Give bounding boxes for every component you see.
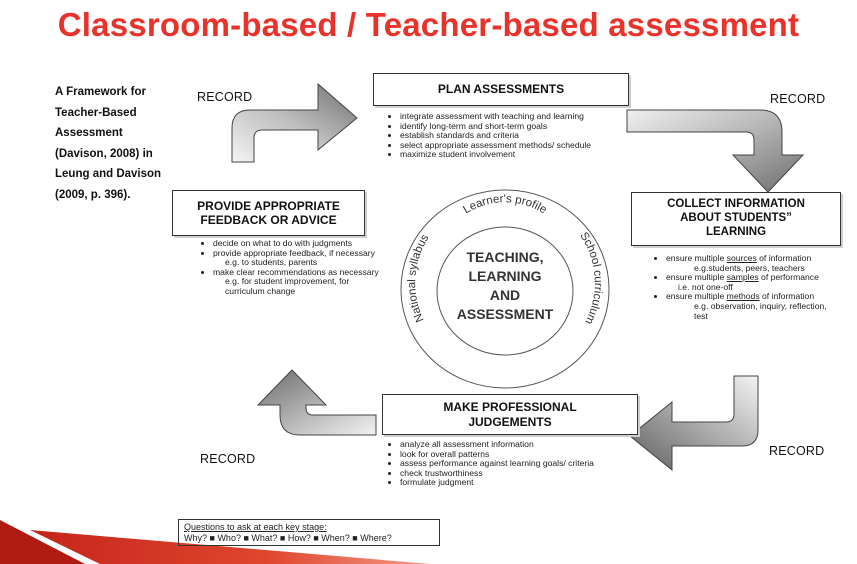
- collect-information-list: [650, 254, 838, 321]
- list-item: [213, 249, 381, 268]
- plan-assessments-box: [373, 73, 629, 106]
- list-item: • assess performance against learning goals/ criteria: [400, 459, 625, 469]
- list-item: • maximize student involvement: [400, 150, 670, 160]
- item-text: ensure multiple: [666, 291, 727, 302]
- item-example: e.g. observation, inquiry, reflection, test: [694, 300, 827, 321]
- item-text: of performance: [758, 272, 819, 283]
- center-label-line: ASSESSMENT: [456, 306, 554, 322]
- judgements-heading-line: MAKE PROFESSIONAL: [443, 400, 577, 415]
- feedback-heading-line: PROVIDE APPROPRIATE: [197, 198, 340, 213]
- list-item: • select appropriate assessment methods/ schedule: [400, 141, 620, 151]
- list-item: • integrate assessment with teaching and learning: [400, 112, 670, 122]
- citation-line: (2009, p. 396).: [55, 188, 131, 201]
- collect-heading-line: ABOUT STUDENTS”: [680, 212, 792, 225]
- collect-heading-line: LEARNING: [705, 225, 767, 238]
- feedback-heading-line: FEEDBACK OR ADVICE: [200, 213, 337, 227]
- make-judgements-list: [384, 440, 650, 488]
- questions-line: Why? ■ Who? ■ What? ■ How? ■ When? ■ Where?: [184, 533, 392, 543]
- page-title: Classroom-based / Teacher-based assessment: [57, 6, 800, 43]
- list-item: • establish standards and criteria: [400, 131, 670, 141]
- ring-text: Learner's profile: [461, 193, 549, 217]
- item-example: i.e. not one-off: [678, 281, 733, 292]
- provide-feedback-box: [172, 190, 365, 236]
- list-item: [213, 268, 381, 297]
- item-underlined: methods: [726, 291, 760, 302]
- list-item: • identify long-term and short-term goals: [400, 122, 670, 132]
- item-text: make clear recommendations as necessary: [213, 266, 379, 277]
- center-label-line: LEARNING: [468, 268, 542, 284]
- provide-feedback-list: [197, 239, 381, 297]
- item-text: decide on what to do with judgments: [213, 238, 353, 248]
- center-label-line: TEACHING,: [466, 249, 544, 265]
- item-underlined: sources: [726, 253, 757, 263]
- citation-line: Teacher-Based: [55, 106, 137, 119]
- record-label-bottom-left: RECORD: [200, 452, 256, 466]
- item-text: ensure multiple: [666, 253, 727, 263]
- plan-assessments-list: [384, 112, 670, 160]
- item-underlined: samples: [726, 272, 759, 283]
- judgements-heading-line: JUDGEMENTS: [468, 414, 552, 429]
- arrow-left-up-icon: [258, 370, 376, 435]
- item-text: provide appropriate feedback, if necessary: [213, 247, 375, 258]
- item-example: e.g. to students, parents: [225, 257, 318, 268]
- questions-box: [178, 519, 440, 546]
- citation-line: Assessment: [55, 127, 123, 139]
- record-label-top-left: RECORD: [197, 90, 253, 104]
- item-example: e.g. for student improvement, for curriculum change: [225, 276, 350, 296]
- list-item: • analyze all assessment information: [400, 440, 650, 450]
- list-item: [666, 292, 838, 321]
- item-example: e.g.students, peers, teachers: [694, 262, 805, 273]
- ring-text: School curriculum: [577, 230, 604, 327]
- citation-line: A Framework for: [55, 86, 146, 98]
- citation-line: Leung and Davison: [55, 168, 162, 180]
- record-label-top-right: RECORD: [770, 92, 826, 106]
- collect-information-box: [631, 192, 841, 246]
- record-label-bottom-right: RECORD: [769, 444, 825, 458]
- item-text: of information: [759, 291, 815, 302]
- list-item: • look for overall patterns: [400, 450, 650, 460]
- item-text: ensure multiple: [666, 272, 727, 283]
- item-text: of information: [756, 253, 812, 263]
- questions-heading: Questions to ask at each key stage:: [184, 522, 327, 532]
- collect-heading-line: COLLECT INFORMATION: [667, 198, 805, 211]
- list-item: • formulate judgment: [400, 478, 650, 488]
- citation-line: (Davison, 2008) in: [55, 147, 153, 160]
- list-item: [666, 273, 838, 292]
- list-item: [666, 254, 838, 273]
- center-circle-diagram: [385, 185, 625, 395]
- list-item: • check trustworthiness: [400, 469, 650, 479]
- ring-text: National syllabus: [406, 232, 432, 324]
- plan-assessments-heading: PLAN ASSESSMENTS: [437, 82, 565, 97]
- center-label-line: AND: [489, 287, 521, 303]
- make-judgements-box: [382, 394, 638, 435]
